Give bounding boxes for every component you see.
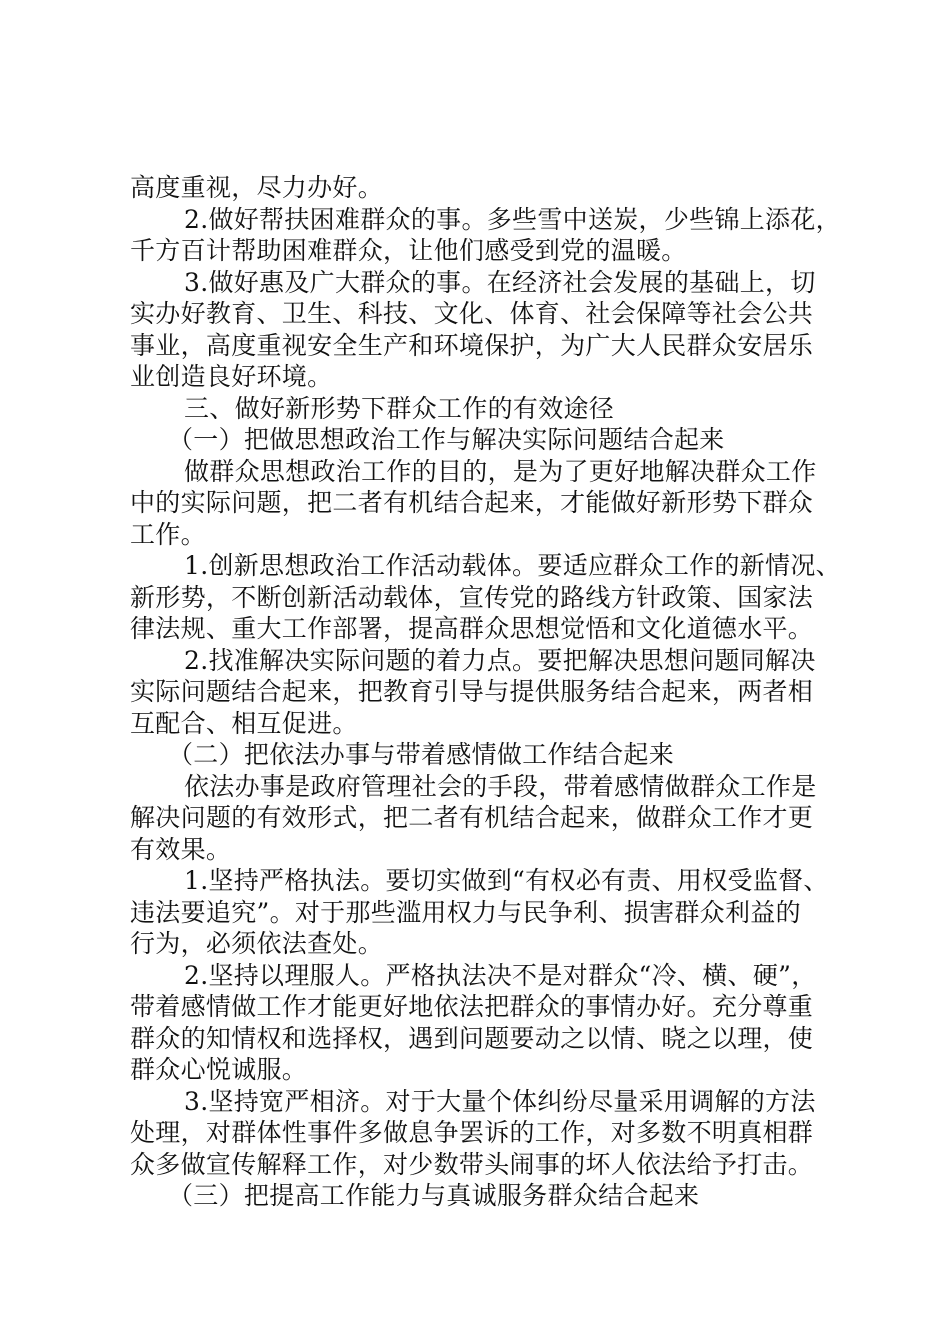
text-line: 有效果。 (130, 834, 232, 864)
text-line: 实办好教育、卫生、科技、文化、体育、社会保障等社会公共 (130, 299, 814, 328)
text-line: 违法要追究”。对于那些滥用权力与民争利、损害群众利益的 (130, 897, 801, 927)
text-line: 处理，对群体性事件多做息争罢诉的工作，对多数不明真相群 (130, 1118, 814, 1147)
text-line: 千方百计帮助困难群众，让他们感受到党的温暖。 (130, 236, 687, 265)
text-line: 1.坚持严格执法。要切实做到“有权必有责、用权受监督、 (184, 866, 829, 895)
text-line: 业创造良好环境。 (130, 362, 333, 391)
text-line: 互配合、相互促进。 (130, 708, 358, 738)
text-line: （一）把做思想政治工作与解决实际问题结合起来 (168, 425, 725, 454)
text-line: （二）把依法办事与带着感情做工作结合起来 (168, 740, 675, 769)
text-line: 3.坚持宽严相济。对于大量个体纠纷尽量采用调解的方法 (184, 1086, 816, 1116)
text-line: 工作。 (130, 519, 206, 549)
text-line: 事业，高度重视安全生产和环境保护，为广大人民群众安居乐 (130, 330, 814, 360)
text-line: 高度重视，尽力办好。 (130, 173, 384, 202)
text-line: 依法办事是政府管理社会的手段，带着感情做群众工作是 (184, 771, 817, 801)
text-line: 新形势，不断创新活动载体，宣传党的路线方针政策、国家法 (130, 582, 814, 612)
text-line: 1.创新思想政治工作活动载体。要适应群众工作的新情况、 (184, 551, 841, 580)
text-line: 群众的知情权和选择权，遇到问题要动之以情、晓之以理，使 (130, 1023, 814, 1053)
text-line: 实际问题结合起来，把教育引导与提供服务结合起来，两者相 (130, 677, 814, 706)
text-line: 中的实际问题，把二者有机结合起来，才能做好新形势下群众 (130, 488, 814, 517)
text-line: 2.坚持以理服人。严格执法决不是对群众“冷、横、硬”， (184, 960, 817, 990)
text-line: （三）把提高工作能力与真诚服务群众结合起来 (168, 1181, 700, 1210)
text-line: 2.做好帮扶困难群众的事。多些雪中送炭，少些锦上添花， (184, 204, 841, 234)
text-line: 带着感情做工作才能更好地依法把群众的事情办好。充分尊重 (130, 992, 814, 1021)
text-line: 众多做宣传解释工作，对少数带头闹事的坏人依法给予打击。 (130, 1149, 814, 1179)
text-line: 三、做好新形势下群众工作的有效途径 (184, 393, 615, 423)
text-line: 2.找准解决实际问题的着力点。要把解决思想问题同解决 (184, 645, 816, 675)
document-body (130, 172, 841, 1212)
text-line: 做群众思想政治工作的目的，是为了更好地解决群众工作 (184, 456, 817, 486)
text-line: 群众心悦诚服。 (130, 1055, 308, 1084)
text-line: 行为，必须依法查处。 (130, 929, 384, 958)
text-line: 解决问题的有效形式，把二者有机结合起来，做群众工作才更 (130, 803, 814, 832)
text-line: 律法规、重大工作部署，提高群众思想觉悟和文化道德水平。 (130, 614, 814, 643)
text-line: 3.做好惠及广大群众的事。在经济社会发展的基础上，切 (184, 267, 816, 297)
